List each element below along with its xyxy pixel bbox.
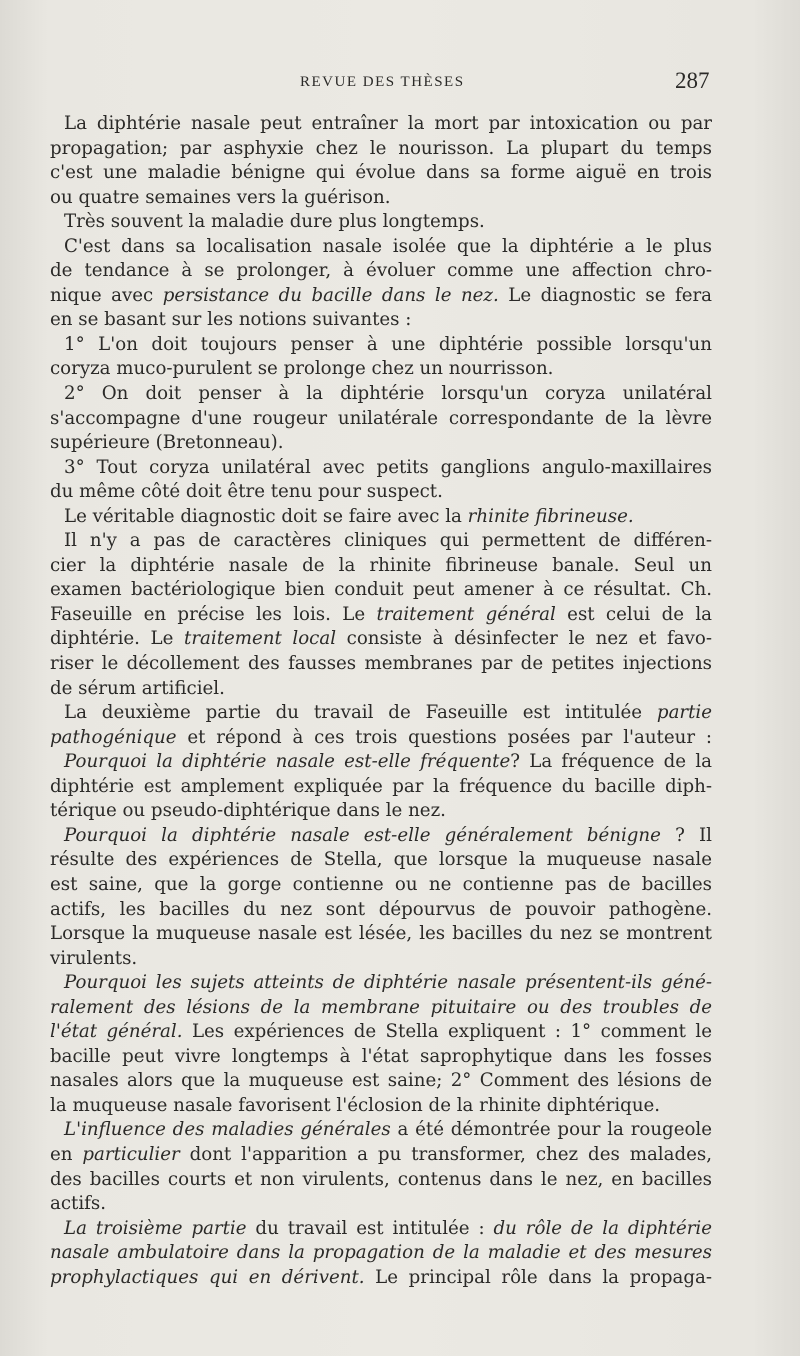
text-segment: Faseuille en précise les lois. Le: [50, 603, 377, 625]
text-line: [50, 259, 712, 284]
italic-segment: rhinite fibrineuse.: [467, 505, 634, 527]
text-line: [50, 775, 712, 800]
text-segment: La diphtérie nasale peut entraîner la mort par intoxication ou par: [64, 113, 712, 134]
text-segment: en: [50, 1143, 83, 1165]
text-line: [50, 627, 712, 652]
text-line: [50, 750, 712, 775]
text-segment: C'est dans sa localisation nasale isolée que la diphtérie a le plus: [64, 235, 712, 257]
text-line: [50, 456, 712, 481]
text-segment: riser le décollement des fausses membranes par de petites injections: [50, 653, 712, 675]
text-line: [50, 210, 712, 235]
text-segment: du travail est intitulée :: [246, 1217, 494, 1239]
text-line: [50, 431, 712, 456]
text-segment: du même côté doit être tenu pour suspect.: [50, 481, 443, 503]
running-title: REVUE DES THÈSES: [300, 74, 465, 90]
text-line: [50, 1118, 712, 1143]
text-line: [50, 186, 712, 211]
italic-segment: prophylactiques qui en dérivent.: [50, 1266, 365, 1288]
text-segment: virulents.: [50, 947, 138, 969]
italic-segment: traitement général: [376, 603, 556, 625]
page-header: [0, 68, 800, 98]
italic-segment: Pourquoi la diphtérie nasale est-elle fréquente: [64, 751, 511, 773]
text-segment: Très souvent la maladie dure plus longtemps.: [64, 211, 485, 233]
text-segment: Le principal rôle dans la propaga-: [364, 1266, 713, 1288]
text-line: [50, 677, 712, 702]
text-line: [50, 161, 712, 186]
text-line: [50, 554, 712, 579]
text-segment: Il n'y a pas de caractères cliniques qui permettent de différen-: [64, 530, 712, 552]
text-line: [50, 947, 712, 972]
text-line: [50, 333, 712, 358]
text-segment: en se basant sur les notions suivantes :: [50, 309, 412, 331]
text-segment: cier la diphtérie nasale de la rhinite fibrineuse banale. Seul un: [50, 554, 712, 576]
text-segment: consiste à désinfecter le nez et favo-: [336, 628, 712, 650]
text-segment: est celui de la: [555, 603, 712, 625]
text-segment: propagation; par asphyxie chez le nourisson. La plupart du temps: [50, 137, 712, 159]
text-segment: et répond à ces trois questions posées par l'auteur :: [176, 726, 712, 748]
italic-segment: ralement des lésions de la membrane pituitaire ou des troubles de: [50, 996, 712, 1018]
text-line: [50, 726, 712, 751]
italic-segment: L'influence des maladies générales: [64, 1119, 391, 1141]
text-line: [50, 1168, 712, 1193]
text-line: [50, 898, 712, 923]
italic-segment: Pourquoi les sujets atteints de diphtérie nasale présentent-ils géné-: [64, 972, 712, 994]
text-line: [50, 308, 712, 333]
text-line: [50, 1020, 712, 1045]
text-line: [50, 701, 712, 726]
text-segment: 1° L'on doit toujours penser à une diphtérie possible lorsqu'un: [64, 333, 712, 355]
text-segment: ou quatre semaines vers la guérison.: [50, 186, 391, 208]
page-number: 287: [675, 68, 710, 93]
text-segment: des bacilles courts et non virulents, contenus dans le nez, en bacilles: [50, 1168, 712, 1190]
text-segment: s'accompagne d'une rougeur unilatérale correspondante de la lèvre: [50, 407, 712, 429]
text-segment: résulte des expériences de Stella, que lorsque la muqueuse nasale: [50, 849, 712, 871]
text-line: [50, 1266, 712, 1291]
text-line: [50, 357, 712, 382]
text-segment: de sérum artificiel.: [50, 677, 225, 699]
text-segment: de tendance à se prolonger, à évoluer comme une affection chro-: [50, 260, 712, 282]
text-line: [50, 284, 712, 309]
italic-segment: La troisième partie: [64, 1217, 247, 1239]
text-segment: nasales alors que la muqueuse est saine; 2° Comment des lésions de: [50, 1070, 712, 1092]
text-line: [50, 578, 712, 603]
text-line: [50, 1241, 712, 1266]
text-line: [50, 971, 712, 996]
text-segment: ? La fréquence de la: [510, 751, 712, 773]
text-line: [50, 1045, 712, 1070]
text-line: [50, 112, 712, 137]
text-segment: Le diagnostic se fera: [498, 284, 713, 306]
text-line: [50, 848, 712, 873]
text-segment: la muqueuse nasale favorisent l'éclosion de la rhinite diphtérique.: [50, 1094, 661, 1116]
text-segment: coryza muco-purulent se prolonge chez un nourrisson.: [50, 358, 554, 380]
text-line: [50, 529, 712, 554]
text-segment: térique ou pseudo-diphtérique dans le nez.: [50, 800, 446, 822]
text-line: [50, 996, 712, 1021]
text-segment: c'est une maladie bénigne qui évolue dans sa forme aiguë en trois: [50, 162, 712, 184]
text-segment: La deuxième partie du travail de Faseuille est intitulée: [64, 702, 657, 724]
text-segment: Lorsque la muqueuse nasale est lésée, les bacilles du nez se montrent: [50, 923, 712, 945]
text-line: [50, 505, 712, 530]
text-segment: bacille peut vivre longtemps à l'état saprophytique dans les fosses: [50, 1045, 712, 1067]
text-line: [50, 1143, 712, 1168]
text-line: [50, 1069, 712, 1094]
text-line: [50, 603, 712, 628]
text-segment: actifs, les bacilles du nez sont dépourvus de pouvoir pathogène.: [50, 898, 712, 920]
text-segment: supérieure (Bretonneau).: [50, 432, 284, 454]
text-line: [50, 824, 712, 849]
text-line: [50, 1192, 712, 1217]
text-segment: a été démontrée pour la rougeole: [390, 1119, 712, 1141]
text-segment: dont l'apparition a pu transformer, chez des malades,: [179, 1143, 712, 1165]
italic-segment: particulier: [82, 1143, 180, 1165]
text-line: [50, 382, 712, 407]
text-segment: nique avec: [50, 284, 163, 306]
italic-segment: nasale ambulatoire dans la propagation de la maladie et des mesures: [50, 1242, 712, 1264]
italic-segment: pathogénique: [50, 726, 177, 748]
text-segment: examen bactériologique bien conduit peut amener à ce résultat. Ch.: [50, 579, 712, 601]
text-line: [50, 1217, 712, 1242]
text-line: [50, 235, 712, 260]
body-text: [50, 112, 712, 1290]
italic-segment: partie: [656, 702, 712, 724]
italic-segment: traitement local: [184, 628, 337, 650]
italic-segment: Pourquoi la diphtérie nasale est-elle généralement bénigne: [64, 824, 661, 846]
text-line: [50, 873, 712, 898]
text-line: [50, 407, 712, 432]
italic-segment: du rôle de la diphtérie: [493, 1217, 713, 1239]
text-segment: 2° On doit penser à la diphtérie lorsqu'un coryza unilatéral: [64, 383, 712, 405]
text-line: [50, 922, 712, 947]
text-segment: diphtérie. Le: [50, 628, 185, 650]
text-segment: diphtérie est amplement expliquée par la fréquence du bacille diph-: [50, 775, 712, 797]
text-segment: actifs.: [50, 1193, 107, 1215]
text-line: [50, 652, 712, 677]
text-line: [50, 480, 712, 505]
italic-segment: persistance du bacille dans le nez.: [162, 284, 499, 306]
text-segment: ? Il: [660, 824, 712, 846]
text-segment: est saine, que la gorge contienne ou ne contienne pas de bacilles: [50, 873, 712, 895]
text-segment: Les expériences de Stella expliquent : 1° comment le: [182, 1021, 713, 1043]
italic-segment: l'état général.: [50, 1021, 183, 1043]
text-segment: Le véritable diagnostic doit se faire avec la: [64, 505, 468, 527]
text-line: [50, 137, 712, 162]
text-segment: 3° Tout coryza unilatéral avec petits ganglions angulo-maxillaires: [64, 456, 712, 478]
text-line: [50, 799, 712, 824]
text-line: [50, 1094, 712, 1119]
